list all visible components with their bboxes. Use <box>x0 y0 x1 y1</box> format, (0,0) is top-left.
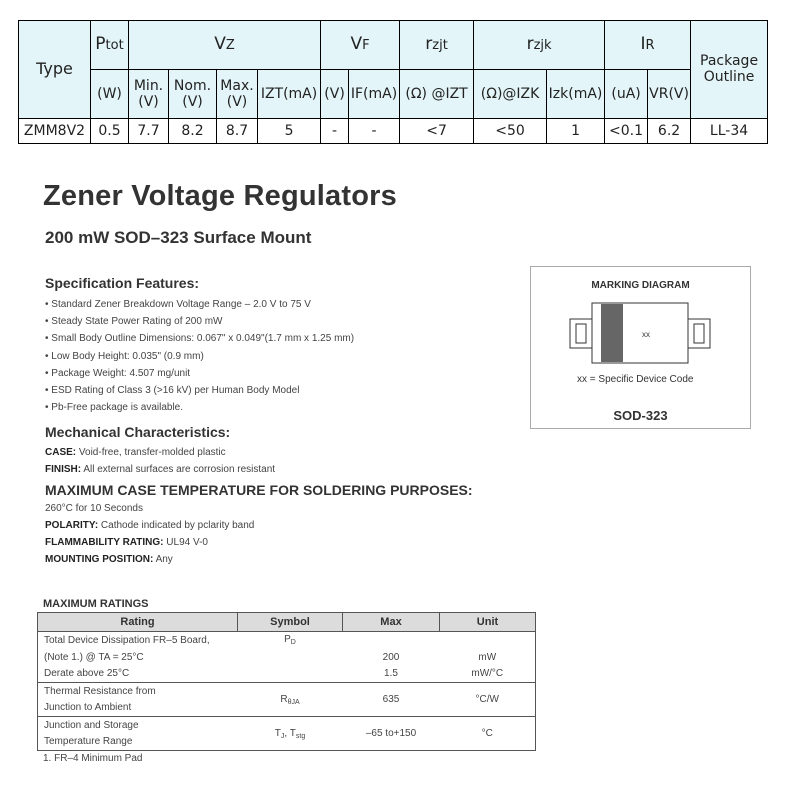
table-row <box>38 683 536 700</box>
col-rzjt-header: rzjt <box>400 21 474 70</box>
marking-code: xx <box>642 330 650 339</box>
list-item: • ESD Rating of Class 3 (>16 kV) per Human Body Model <box>45 384 300 396</box>
vf-unit: (V) <box>321 69 349 118</box>
cell-vz-max: 8.7 <box>217 118 258 143</box>
max-ratings-table <box>37 612 536 751</box>
mechanical-heading: Mechanical Characteristics: <box>45 424 231 440</box>
symbol-cell: $R_{\theta JA}$ <box>238 683 343 717</box>
max-cell: –65 to+150 <box>343 717 440 751</box>
case-line: CASE: Void-free, transfer-molded plastic <box>45 447 226 458</box>
page-title: Zener Voltage Regulators <box>43 180 397 212</box>
rating-cell: Derate above 25°C <box>44 668 130 680</box>
rating-cell: (Note 1.) @ TA = 25°C <box>44 651 144 663</box>
vz-max-header: Max. (V) <box>217 69 258 118</box>
list-item: • Small Body Outline Dimensions: 0.067" x 0.049"(1.7 mm x 1.25 mm) <box>45 333 355 345</box>
izt-header: IZT(mA) <box>258 69 321 118</box>
table-row <box>38 666 536 683</box>
list-item: • Pb-Free package is available. <box>45 402 184 414</box>
col-ptot-header: Ptot <box>91 21 129 70</box>
cell-package: LL-34 <box>691 118 768 143</box>
cell-vz-nom: 8.2 <box>169 118 217 143</box>
col-max: Max <box>343 613 440 632</box>
col-type-header: Type <box>19 21 91 119</box>
unit-cell: °C/W <box>440 683 536 717</box>
cell-ir: <0.1 <box>605 118 648 143</box>
cell-izk: 1 <box>547 118 605 143</box>
vz-min-header: Min. (V) <box>129 69 169 118</box>
table-header-row <box>38 613 536 632</box>
list-item: • Steady State Power Rating of 200 mW <box>45 316 223 328</box>
vz-nom-header: Nom. (V) <box>169 69 217 118</box>
mounting-line: MOUNTING POSITION: Any <box>45 554 173 565</box>
max-temp-value: 260°C for 10 Seconds <box>45 503 143 514</box>
cell-vz-min: 7.7 <box>129 118 169 143</box>
col-rating: Rating <box>38 613 238 632</box>
col-symbol: Symbol <box>238 613 343 632</box>
features-heading: Specification Features: <box>45 275 200 291</box>
table-row <box>38 649 536 666</box>
col-vz-header: VZ <box>129 21 321 70</box>
table-row <box>38 632 536 649</box>
cell-if: - <box>349 118 400 143</box>
finish-line: FINISH: All external surfaces are corrosion resistant <box>45 464 276 475</box>
col-unit: Unit <box>440 613 536 632</box>
if-header: IF(mA) <box>349 69 400 118</box>
cell-type: ZMM8V2 <box>19 118 91 143</box>
list-item: • Package Weight: 4.507 mg/unit <box>45 367 191 379</box>
izk-header: Izk(mA) <box>547 69 605 118</box>
marking-title: MARKING DIAGRAM <box>591 280 690 291</box>
ptot-unit: (W) <box>91 69 129 118</box>
max-cell: 200 <box>382 651 400 663</box>
table-row <box>38 717 536 734</box>
spec-table <box>18 20 768 144</box>
cell-vr: 6.2 <box>648 118 691 143</box>
max-cell: 635 <box>343 683 440 717</box>
marking-package-name: SOD-323 <box>613 408 668 423</box>
list-item: • Standard Zener Breakdown Voltage Range – 2.0 V to 75 V <box>45 299 311 310</box>
marking-caption: xx = Specific Device Code <box>577 374 694 385</box>
col-ir-header: IR <box>605 21 691 70</box>
rating-cell: Total Device Dissipation FR–5 Board, <box>38 632 238 649</box>
marking-diagram <box>530 266 751 429</box>
rzjk-unit: (Ω)@IZK <box>474 69 547 118</box>
symbol-cell: $P_D$ <box>238 632 343 649</box>
rating-cell: Junction and Storage <box>38 717 238 734</box>
symbol-cell: $T_J$, $T_{stg}$ <box>238 717 343 751</box>
page-subtitle: 200 mW SOD–323 Surface Mount <box>45 228 312 247</box>
ir-unit: (uA) <box>605 69 648 118</box>
footnote: 1. FR–4 Minimum Pad <box>43 753 143 764</box>
max-ratings-heading: MAXIMUM RATINGS <box>43 598 149 610</box>
list-item: • Low Body Height: 0.035" (0.9 mm) <box>45 350 204 362</box>
cell-izt: 5 <box>258 118 321 143</box>
vr-header: VR(V) <box>648 69 691 118</box>
max-cell: 1.5 <box>384 668 398 680</box>
features-list <box>45 296 354 416</box>
unit-cell: °C <box>440 717 536 751</box>
unit-cell: mW <box>478 651 497 663</box>
col-package-header: Package Outline <box>691 21 768 119</box>
polarity-line: POLARITY: Cathode indicated by pclarity band <box>45 520 255 531</box>
spec-header-row-2 <box>19 69 768 118</box>
sod-323-package-icon <box>531 267 752 430</box>
col-vf-header: VF <box>321 21 400 70</box>
cell-rzjk: <50 <box>474 118 547 143</box>
rating-cell: Junction to Ambient <box>44 702 132 714</box>
cell-ptot: 0.5 <box>91 118 129 143</box>
table-row <box>19 118 768 143</box>
rating-cell: Temperature Range <box>44 736 133 748</box>
cell-rzjt: <7 <box>400 118 474 143</box>
max-temp-heading: MAXIMUM CASE TEMPERATURE FOR SOLDERING PURPOSES: <box>45 482 473 498</box>
unit-cell: mW/°C <box>471 668 504 680</box>
rzjt-unit: (Ω) @IZT <box>400 69 474 118</box>
flammability-line: FLAMMABILITY RATING: UL94 V-0 <box>45 537 208 548</box>
col-rzjk-header: rzjk <box>474 21 605 70</box>
rating-cell: Thermal Resistance from <box>38 683 238 700</box>
spec-header-row-1 <box>19 21 768 70</box>
cell-vf: - <box>321 118 349 143</box>
